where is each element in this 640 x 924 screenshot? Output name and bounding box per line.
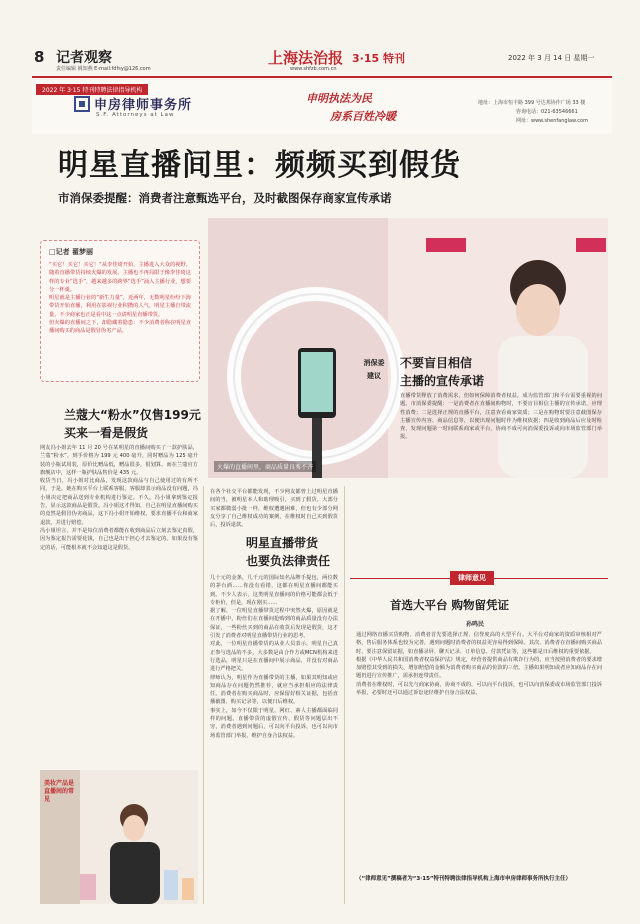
opinion-footer: （“律师意见”撰稿者为“3·15”特刊特聘法律指导机构上海市申房律师事务所执行主任） [356, 876, 572, 882]
firm-address: 地址：上海市恒丰路 399 号达邦协作广场 33 楼 [478, 100, 586, 106]
section2-title-line2: 也要负法律责任 [246, 554, 331, 568]
opinion-author: 孙鸣民 [466, 621, 485, 628]
photo1-caption: 美妆产品是直播间的常见 [44, 780, 75, 803]
advice-label [354, 358, 394, 381]
section2-title-line1: 明星直播带货 [246, 536, 319, 550]
advice-text: 直播带货释放了消费需求，但如何保障消费者权益，成为监管部门和平台需要重视的问题。市消保委提醒：一是消费者在直播间购物时，不要盲目相信主播的宣传承诺，应理性消费；二是选择正规的直播平台，注意查看商家资质；三是在购物时要注意截图保存主播宣传内容、商品信息等，以便出现问题时作为维权依据；四是收到商品后应及时检查，发现问题第一时间联系商家或平台，协商不成可向消保委投诉或向市场监管部门举报。 [400, 393, 602, 441]
lead-text: “买它！买它！买它！”从李佳琦开始，主播进入大众的视野。随着直播带货持续火爆的发展，主播也不再局限于像李佳琦这样的专业“选手”，越来越多的跨界“选手”涌入主播行业，想要分一杯羹。 明星就是主播行业的“新生力量”，近两年，无数明星纷纷下海带货开始直播，利用在影视行业积攒的人气，明星主播自带流量，不少商家也正是看中这一点请明星直播带货。 但火爆的直播间之下，却隐藏着隐患：不少消费者称在明星直播间购买的商品是假冒伪劣产品。 [49, 262, 191, 335]
paper-website: www.shfzb.com.cn [290, 66, 337, 72]
special-issue: 3·15 特刊 [352, 52, 405, 65]
advice-title-line1: 不要盲目相信 [400, 356, 473, 370]
advice-title-line2: 主播的宣传承诺 [400, 374, 485, 388]
issue-date: 2022 年 3 月 14 日 星期一 [508, 54, 595, 62]
opinion-text: 通过网络直播买货购物，消费者首先要选择正规、信誉度高的大型平台。大平台对商家的资质审核相对严格，售后服务体系也较为完善，遇到问题时消费者的权益更容易得到保障。其次，消费者在直播间购买商品时，要注意保留证据，如直播录屏、聊天记录、订单信息、付款凭证等，这些都是日后维权的重要依据。 根据《中华人民共和国消费者权益保护法》规定，经营者提供商品有欺诈行为的，应当按照消费者的要求增加赔偿其受到的损失，增加赔偿的金额为消费者购买商品的价款的三倍。主播如果明知或者应知商品存在问题仍进行宣传推广，需承担连带责任。 消费者在维权时，可以先与商家协商，协商不成的，可以向平台投诉，也可以向消保委或市场监管部门投诉举报，必要时还可以通过诉讼途径维护自身合法权益。 [356, 632, 602, 697]
law-firm-name: 申房律师事务所 [94, 98, 193, 113]
advice-label-line1: 消保委 [363, 359, 385, 367]
column-divider-1 [203, 486, 204, 904]
column2-text-b: 几十元的金条，几千元的国际知名品牌手提包，两位数的茅台酒……你没有看错，这都在明星直播间都能买到。不少人表示，这类明星直播间的价格可能都会低于专柜价，但是，现在刚买…… 据了解，一位明星直播带货过程中突然火爆，原因就是在开播中，粉丝们在直播间抢购到的商品质量没有办法保证，一些粉丝买到的商品在收货后发现是假货，这才引发了消费者对明星直播带货行业的思考。 对此，一位明星直播带货的从业人员表示，明星自己真正参与选品的不多，大多数是由合作方或MCN机构来进行选品，明星只是在直播间中展示商品，并没有对商品进行严格把关。 律师认为，明星作为直播带货的主播，如果其明知或应知商品存在问题仍然推荐，就应当承担相应的法律责任。消费者在购买商品时，应保留好相关证据，包括直播截图、购买记录等，以便日后维权。 事实上，如今不仅限于明星，网红、素人主播都面临同样的问题。直播带货的虚假宣传、假货等问题层出不穷，消费者遇到问题后，可以向平台投诉，也可以向市场监管部门举报，维护自身合法权益。 [210, 575, 338, 739]
page-header [0, 0, 640, 70]
headline: 明星直播间里：频频买到假货 [58, 148, 461, 183]
section1-title-line2: 买来一看是假货 [64, 426, 149, 440]
opinion-label: 律师意见 [450, 571, 494, 585]
page-number: 8 [34, 48, 45, 66]
section1-title-line1: 兰蔻大“粉水”仅售199元 [64, 408, 201, 422]
byline: □记者 翟梦丽 [49, 248, 94, 256]
lead-box [40, 240, 200, 382]
column-divider-2 [344, 486, 345, 904]
advice-label-line2: 建议 [367, 372, 381, 380]
sponsor-banner [32, 80, 612, 134]
lawyer-opinion-box [350, 574, 608, 905]
opinion-title: 首选大平台 购物留凭证 [390, 598, 510, 612]
law-firm-name-en: S.F. Attorneys at Law [96, 112, 175, 118]
subheadline: 市消保委提醒：消费者注意甄选平台，及时截图保存商家宣传承诺 [58, 191, 392, 205]
section-title: 记者观察 [56, 50, 112, 66]
header-rule [32, 76, 612, 78]
photo-caption: 火爆的直播间里，商品质量良莠不齐 [214, 461, 316, 472]
consumer-council-box [350, 340, 608, 572]
firm-website: 网址：www.shenfanglaw.com [516, 118, 588, 124]
beauty-products-photo [40, 770, 198, 904]
paper-name: 上海法治报 [268, 49, 344, 67]
column1-text: 网友冯小姐去年 11 月 20 号在某明星的直播间购买了一款护肤品，兰蔻“粉水”，到手价格为 199 元 400 毫升，同时赠品为 125 毫升装的小瓶试用装，原价比赠品低，赠品很多，很划算。而在兰蔻官方旗舰店中，这样一瓶护肤品售价是 435 元。 收货当日，冯小姐对比商品，发现这款商品与自己使用过的有所不同，于是，她在购买平台上联系客服，客服却表示商品没有问题，冯小姐决定把商品送到专业机构进行鉴定。不久，冯小姐拿到鉴定报告，显示这款商品是假货。冯小姐这才得知，自己在明星直播间购买的竟然是假冒伪劣商品，这下冯小姐开始维权，要求直播平台和商家退款，并进行赔偿。 冯小姐坦言，并不是每位消费者都能在收到商品后立刻去鉴定真假，因为鉴定报告需要花钱，自己也是出于担心才去鉴定的。如果没有鉴定的话，可能根本就不会知道这是假货。 [40, 445, 198, 551]
column2-text-a: 在各个社交平台都能发现，不少网友都曾上过明星直播间的当，被明星本人和助理吸引，买到了假货。大部分买家都微弱小批一样，维权遭遇困难，但也有少部分网友分享了自己维权成功的案例，在维权时自己买到假货后，投诉退款。 [210, 489, 338, 528]
editor-line: 责任编辑 姚知燕 E-mail:fdfsy@126.com [56, 66, 151, 72]
banner-tag: 2022 年 3·15 特刊特聘法律指导机构 [36, 84, 148, 95]
firm-phone: 咨询电话：021-63546661 [516, 109, 578, 115]
slogan-line-1: 申明执法为民 [306, 92, 372, 105]
law-firm-logo-icon [74, 96, 90, 112]
slogan-line-2: 房系百姓冷暖 [330, 110, 396, 123]
